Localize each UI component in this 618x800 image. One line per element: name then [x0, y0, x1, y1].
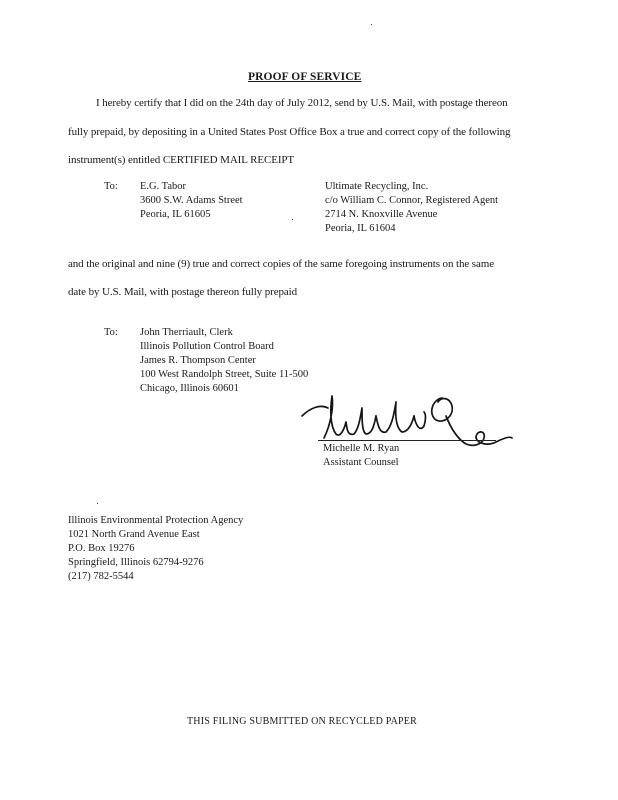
address-line: Peoria, IL 61604 — [325, 223, 396, 234]
address-line: P.O. Box 19276 — [68, 543, 135, 554]
page-title: PROOF OF SERVICE — [248, 71, 362, 83]
paragraph-line: instrument(s) entitled CERTIFIED MAIL RECEIPT — [68, 154, 295, 166]
signer-role: Assistant Counsel — [323, 457, 399, 468]
board-address — [140, 326, 308, 396]
recipient-left-address — [140, 180, 243, 222]
scan-speck — [371, 24, 372, 25]
signature-line — [318, 440, 496, 441]
paragraph-line: I hereby certify that I did on the 24th day of July 2012, send by U.S. Mail, with postage thereon — [96, 97, 508, 109]
scan-speck — [97, 503, 98, 504]
board-to-label: To: — [104, 327, 118, 338]
address-line: Ultimate Recycling, Inc. — [325, 181, 429, 192]
address-line: 3600 S.W. Adams Street — [140, 195, 243, 206]
paragraph-line: date by U.S. Mail, with postage thereon fully prepaid — [68, 286, 298, 298]
recipients-to-label: To: — [104, 181, 118, 192]
recycled-paper-note: THIS FILING SUBMITTED ON RECYCLED PAPER — [187, 716, 417, 727]
address-line: Illinois Environmental Protection Agency — [68, 515, 244, 526]
address-line: James R. Thompson Center — [140, 355, 256, 366]
signer-block — [323, 442, 399, 470]
address-line: John Therriault, Clerk — [140, 327, 233, 338]
address-line: Springfield, Illinois 62794-9276 — [68, 557, 204, 568]
paragraph-line: and the original and nine (9) true and correct copies of the same foregoing instruments on the same — [68, 258, 494, 270]
address-line: 2714 N. Knoxville Avenue — [325, 209, 438, 220]
scan-speck — [292, 219, 293, 220]
signer-name: Michelle M. Ryan — [323, 443, 400, 454]
address-line: 1021 North Grand Avenue East — [68, 529, 200, 540]
recipient-right-address — [325, 180, 498, 236]
agency-address — [68, 514, 243, 584]
paragraph-line: fully prepaid, by depositing in a United States Post Office Box a true and correct copy of the following — [68, 126, 511, 138]
address-line: Peoria, IL 61605 — [140, 209, 211, 220]
address-line: c/o William C. Connor, Registered Agent — [325, 195, 499, 206]
address-line: 100 West Randolph Street, Suite 11-500 — [140, 369, 309, 380]
address-line: Illinois Pollution Control Board — [140, 341, 274, 352]
address-line: E.G. Tabor — [140, 181, 187, 192]
address-line: (217) 782-5544 — [68, 571, 134, 582]
address-line: Chicago, Illinois 60601 — [140, 383, 239, 394]
